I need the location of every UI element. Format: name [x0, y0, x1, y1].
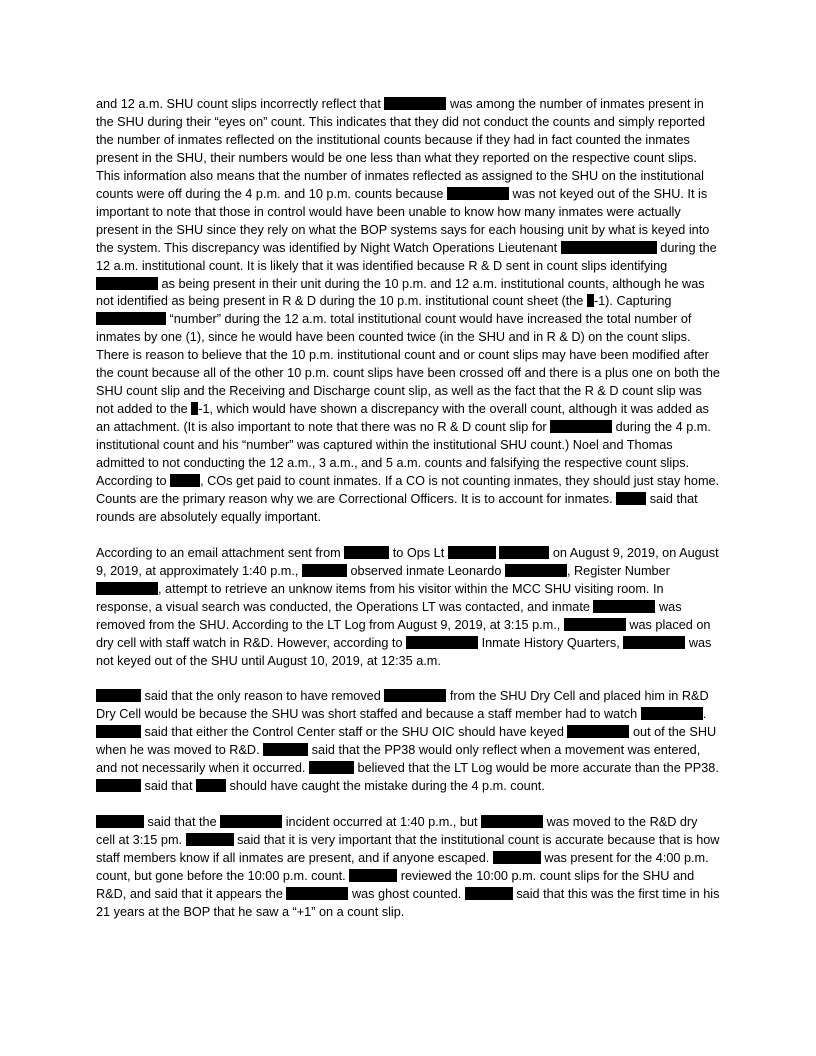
text-run: said that this was the first time in his 21 years at the BOP that he saw a “+1” on a count slip. [96, 886, 720, 919]
redaction-bar [196, 779, 226, 792]
redaction-bar [481, 815, 543, 828]
text-run: and 12 a.m. SHU count slips incorrectly reflect that [96, 97, 385, 111]
text-run: believed that the LT Log would be more accurate than the PP38. [353, 761, 719, 776]
redaction-bar [641, 707, 703, 720]
redaction-bar [447, 187, 509, 200]
redaction-bar [309, 761, 354, 774]
redaction-bar [384, 689, 446, 702]
redaction-bar [186, 833, 234, 846]
redaction-bar [384, 97, 446, 110]
text-run: -1, which would have shown a discrepancy with the overall count, although it was added as an attachment. (It is also important to note that there was no R & D count slip for [96, 402, 709, 435]
redaction-bar [550, 420, 612, 433]
text-run: was placed on dry cell with staff watch in R&D. However, according to [96, 617, 711, 650]
text-run: , COs get paid to count inmates. If a CO is not counting inmates, they should just stay home. Counts are the primary reason why we are Correctional Officers. It is to account for inmates. [96, 474, 720, 506]
text-run: from the SHU Dry Cell and placed him in R&D Dry Cell would be because the SHU was short staffed and because a staff member had to watch [96, 689, 709, 722]
text-run: was not keyed out of the SHU until August 10, 2019, at 12:35 a.m. [96, 635, 712, 668]
redaction-bar [593, 600, 655, 613]
redaction-bar [448, 546, 496, 559]
text-run: should have caught the mistake during the 4 p.m. count. [226, 779, 545, 794]
redaction-bar [349, 869, 397, 882]
text-run: was moved to the R&D dry cell at 3:15 pm. [96, 815, 698, 848]
document-body [96, 96, 720, 940]
text-run: during the 12 a.m. institutional count. It is likely that it was identified because R & D sent in count slips identifying [96, 240, 717, 273]
redaction-bar [344, 546, 389, 559]
text-run: said that either the Control Center staff or the SHU OIC should have keyed [141, 725, 568, 740]
text-run: was ghost counted. [348, 886, 465, 901]
redaction-bar [96, 582, 158, 595]
redaction-bar [96, 725, 141, 738]
text-run: said that [141, 779, 197, 794]
text-run: during the 4 p.m. institutional count and his “number” was captured within the institutional SHU count.) Noel and Thomas admitted to not conducting the 12 a.m., 3 a.m., and 5 a.m. counts and falsifying the respective count slips. According to [96, 420, 711, 489]
text-run: Inmate History Quarters, [478, 635, 624, 650]
text-run: to Ops Lt [389, 545, 448, 560]
redaction-bar [616, 492, 646, 505]
redaction-bar [499, 546, 549, 559]
redaction-bar [302, 564, 347, 577]
text-run: , attempt to retrieve an unknow items from his visitor within the MCC SHU visiting room. In response, a visual search was conducted, the Operations LT was contacted, and inmate [96, 581, 664, 614]
paragraph-4 [96, 814, 720, 922]
redaction-bar [220, 815, 282, 828]
text-run: . [702, 707, 707, 722]
text-run: , Register Number [566, 563, 670, 578]
text-run: According to an email attachment sent from [96, 545, 345, 560]
text-run: as being present in their unit during the 10 p.m. and 12 a.m. institutional counts, although he was not identified as being present in R & D during the 10 p.m. institutional count sheet (the [96, 276, 705, 309]
text-run: observed inmate Leonardo [346, 563, 505, 578]
text-run: said that the only reason to have removed [141, 689, 385, 704]
redaction-bar [170, 474, 200, 487]
redaction-bar [493, 851, 541, 864]
paragraph-2 [96, 545, 720, 671]
text-run: was present for the 4:00 p.m. count, but gone before the 10:00 p.m. count. [96, 850, 709, 883]
redaction-bar [286, 887, 348, 900]
text-run: -1). Capturing [593, 294, 672, 309]
redaction-bar [96, 312, 166, 325]
redaction-bar [505, 564, 567, 577]
redaction-bar [587, 294, 594, 307]
redaction-bar [564, 618, 626, 631]
redaction-bar [96, 689, 141, 702]
paragraph-3 [96, 688, 720, 796]
redaction-bar [623, 636, 685, 649]
text-run: on August 9, 2019, on August 9, 2019, at approximately 1:40 p.m., [96, 545, 719, 578]
redaction-bar [465, 887, 513, 900]
redaction-bar [561, 241, 657, 254]
text-run: said that rounds are absolutely equally important. [96, 491, 698, 524]
text-run: was removed from the SHU. According to the LT Log from August 9, 2019, at 3:15 p.m., [96, 599, 682, 632]
redaction-bar [567, 725, 629, 738]
redaction-bar [406, 636, 478, 649]
text-run: “number” during the 12 a.m. total institutional count would have increased the total number of inmates by one (1), since he would have been counted twice (in the SHU and in R & D) on the count slips. There is reason to believe that the 10 p.m. institutional count and or count slips may have been modified after the count because all of the other 10 p.m. count slips have been crossed off and there is a plus one on both the SHU count slip and the Receiving and Discharge count slip, as well as the fact that the R & D count slip was not added to the [96, 312, 720, 417]
paragraph-1 [96, 96, 720, 527]
text-run: said that it is very important that the institutional count is accurate because that is how staff members know if all inmates are present, and if anyone escaped. [96, 833, 720, 865]
text-run: said that the PP38 would only reflect when a movement was entered, and not necessarily when it occurred. [96, 743, 701, 776]
redaction-bar [96, 815, 144, 828]
redaction-bar [96, 277, 158, 290]
text-run: incident occurred at 1:40 p.m., but [282, 815, 482, 830]
redaction-bar [263, 743, 308, 756]
text-run: reviewed the 10:00 p.m. count slips for the SHU and R&D, and said that it appears the [96, 868, 695, 901]
text-run: said that the [144, 815, 221, 830]
text-run: was not keyed out of the SHU. It is important to note that those in control would have been unable to know how many inmates were actually present in the SHU since they rely on what the BOP systems says for each housing unit by what is keyed into the system. This discrepancy was identified by Night Watch Operations Lieutenant [96, 186, 710, 255]
text-run: out of the SHU when he was moved to R&D. [96, 725, 717, 758]
text-run: was among the number of inmates present in the SHU during their “eyes on” count. This indicates that they did not conduct the counts and simply reported the number of inmates reflected on the institutional counts because if they had in fact counted the inmates present in the SHU, their numbers would be one less than what they reported on the respective count slips. This information also means that the number of inmates reflected as assigned to the SHU on the institutional counts were off during the 4 p.m. and 10 p.m. counts because [96, 97, 706, 201]
redaction-bar [96, 779, 141, 792]
